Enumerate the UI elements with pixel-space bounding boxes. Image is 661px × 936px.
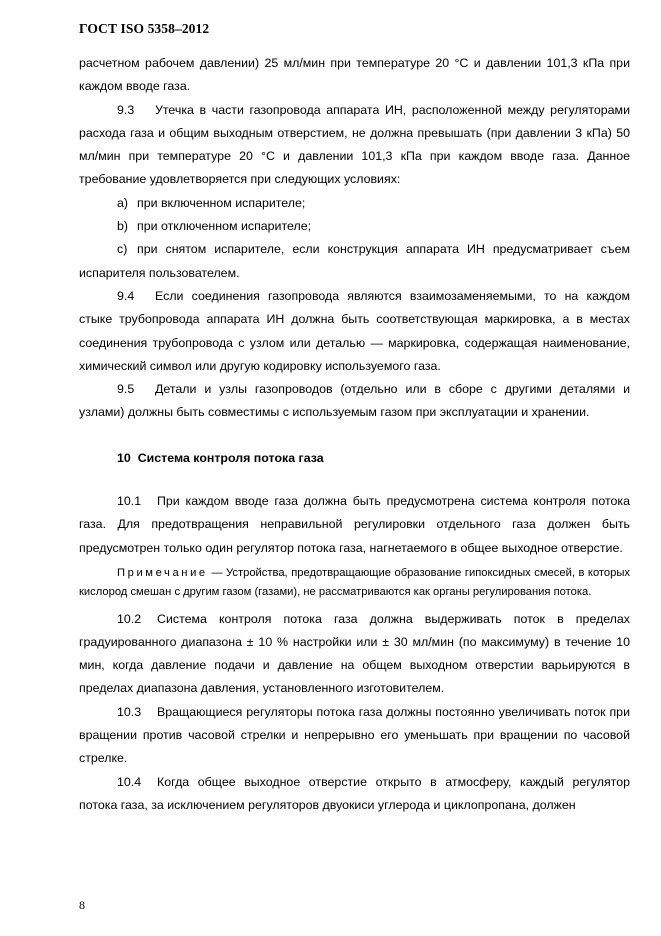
clause-text: Когда общее выходное отверстие открыто в атмосферу, каждый регулятор потока газа, за исключением регуляторов двуокиси углерода и циклопропана, должен — [79, 774, 630, 812]
clause-text: Если соединения газопровода являются взаимозаменяемыми, то на каждом стыке трубопровода аппарата ИН должна быть соответствующая маркировка, а в местах соединения трубопровода с узлом или деталью — маркировка, содержащая наименование, химический символ или другую кодировку используемого газа. — [79, 288, 630, 373]
clause-number: 9.5 — [117, 382, 135, 397]
continued-paragraph: расчетном рабочем давлении) 25 мл/мин при температуре 20 °С и давлении 101,3 кПа при каждом вводе газа. — [79, 56, 630, 94]
note-label: Примечание — [117, 566, 208, 579]
list-item-label: а) — [117, 195, 129, 210]
note-paragraph — [79, 564, 630, 602]
paragraph-9-3 — [79, 99, 630, 192]
paragraph-10-2 — [79, 608, 630, 701]
clause-text: При каждом вводе газа должна быть предусмотрена система контроля потока газа. Для предотвращения неправильной регулировки отдельного газа должен быть предусмотрен только один регулятор потока газа, нагнетаемого в общее выходное отверстие. — [79, 494, 630, 555]
list-item-label: b) — [117, 219, 129, 234]
clause-text: Вращающиеся регуляторы потока газа должны постоянно увеличивать поток при вращении против часовой стрелки и непрерывно его уменьшать при вращении по часовой стрелке. — [79, 704, 630, 766]
clause-number: 10.1 — [117, 494, 142, 509]
list-item-label: c) — [117, 242, 128, 257]
clause-text: Утечка в части газопровода аппарата ИН, расположенной между регуляторами расхода газа и общим выходным отверстием, не должна превышать (при давлении 3 кПа) 50 мл/мин при температуре 20 °С и давлении 101,3 кПа при каждом вводе газа. Данное требование удовлетворяется при следующих условиях: — [79, 102, 630, 187]
standard-header: ГОСТ ISO 5358–2012 — [79, 21, 210, 36]
clause-number: 9.3 — [117, 102, 135, 117]
note-text: — Устройства, предотвращающие образование гипоксидных смесей, в которых кислород смешан с другим газом (газами), не рассматриваются как органы регулирования потока. — [79, 566, 631, 598]
paragraph-10-1 — [79, 490, 630, 560]
clause-number: 10.4 — [117, 774, 142, 789]
section-number: 10 — [117, 450, 131, 465]
clause-text: Детали и узлы газопроводов (отдельно или в сборе с другими деталями и узлами) должны быть совместимы с используемым газом при эксплуатации и хранении. — [79, 382, 630, 420]
paragraph-9-4 — [79, 285, 630, 378]
clause-number: 9.4 — [117, 288, 135, 303]
clause-text: Система контроля потока газа должна выдерживать поток в пределах градуированного диапазона ± 10 % настройки или ± 30 мл/мин (по максимуму) в течение 10 мин, когда давление подачи и давление на общем выходном отверстии варьируются в пределах диапазона давления, установленного изготовителем. — [79, 611, 630, 696]
page-number: 8 — [79, 898, 85, 912]
list-item — [79, 238, 630, 285]
list-item-text: при отключенном испарителе; — [137, 219, 312, 234]
list-item-text: при снятом испарителе, если конструкция аппарата ИН предусматривает съем испарителя пользователем. — [79, 242, 630, 280]
list-item-text: при включенном испарителе; — [137, 195, 306, 210]
list-item — [79, 192, 630, 215]
paragraph-10-3 — [79, 701, 630, 771]
paragraph-9-5 — [79, 378, 630, 425]
clause-number: 10.2 — [117, 611, 142, 626]
document-body — [79, 52, 630, 817]
section-10-heading — [79, 447, 630, 470]
list-item — [79, 215, 630, 238]
paragraph-10-4 — [79, 771, 630, 818]
section-title: Система контроля потока газа — [137, 450, 324, 465]
clause-number: 10.3 — [117, 704, 142, 719]
